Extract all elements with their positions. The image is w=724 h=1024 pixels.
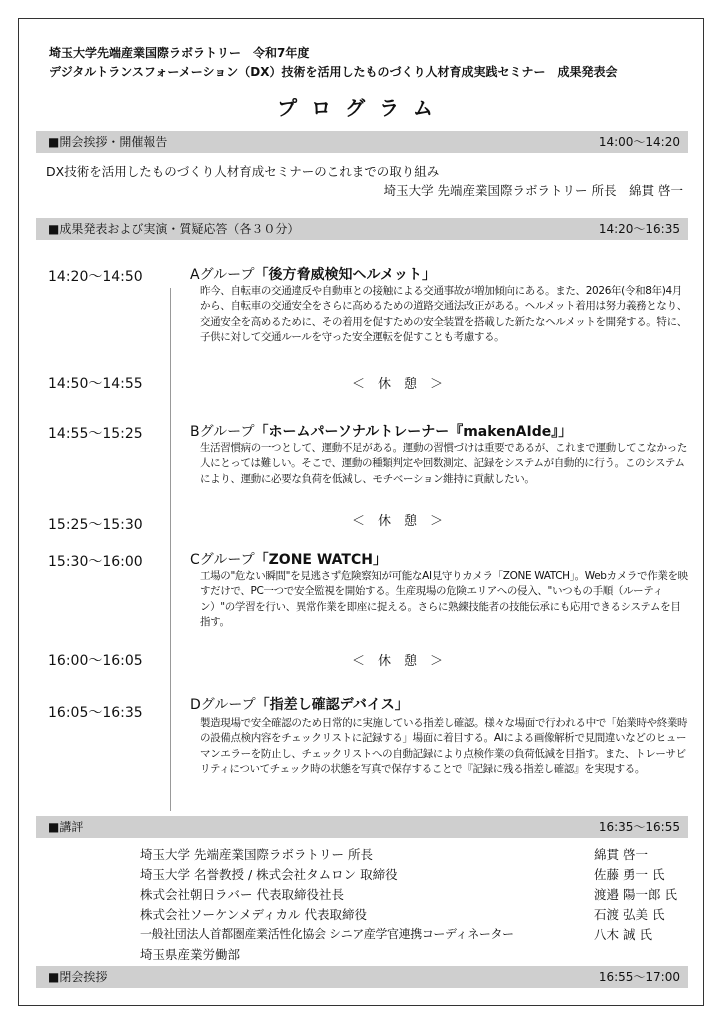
break-time: 16:00〜16:05 — [48, 653, 143, 669]
reviewer-name: 渡邉 陽一郎 氏 — [594, 887, 677, 902]
reviewer-name: 石渡 弘美 氏 — [594, 907, 665, 922]
section-label: ■閉会挨拶 — [48, 970, 108, 984]
opening-topic: DX技術を活用したものづくり人材育成セミナーのこれまでの取り組み — [46, 164, 440, 179]
page-title: プログラム — [277, 96, 447, 120]
group-letter: Dグループ — [190, 697, 256, 713]
section-time: 16:55〜17:00 — [598, 970, 680, 984]
reviewer-name: 綿貫 啓一 — [594, 847, 648, 862]
break-time: 14:50〜14:55 — [48, 376, 143, 392]
section-time: 14:00〜14:20 — [598, 135, 680, 149]
project-name: 「ホームパーソナルトレーナー『makenAIde』」 — [254, 424, 573, 440]
reviewer-org: 株式会社朝日ラバー 代表取締役社長 — [140, 887, 344, 902]
header-seminar-title: デジタルトランスフォーメーション（DX）技術を活用したものづくり人材育成実践セミナー 成果発表会 — [49, 65, 618, 79]
section-bar-opening — [36, 131, 688, 153]
section-label: ■成果発表および実演・質疑応答（各３０分） — [48, 222, 300, 236]
reviewer-name: 佐藤 勇一 氏 — [594, 867, 665, 882]
group-title — [190, 694, 409, 714]
break-label: ＜ 休 憩 ＞ — [352, 377, 444, 392]
session-time: 14:55〜15:25 — [48, 426, 143, 442]
session-time: 14:20〜14:50 — [48, 269, 143, 285]
group-title — [190, 549, 387, 569]
group-title — [190, 421, 572, 441]
group-letter: Cグループ — [190, 552, 255, 568]
session-time: 15:30〜16:00 — [48, 554, 143, 570]
section-bar-review — [36, 816, 688, 838]
section-label: ■開会挨拶・開催報告 — [48, 135, 168, 149]
project-name: 「指差し確認デバイス」 — [255, 697, 409, 713]
opening-speaker: 埼玉大学 先端産業国際ラボラトリー 所長 綿貫 啓一 — [383, 183, 683, 198]
project-description: 昨今、自転車の交通違反や自動車との接触による交通事故が増加傾向にある。また、2026年(令和8年)4月から、自転車の交通安全をさらに高めるための道路交通法改正がある。ヘルメット着用は努力義務となり、交通安全を高めるために、その着用を促すための安全装置を搭載した新たなヘルメットを開発する。特に、子供に対して交通ルールを守った安全運転を促すことも考慮する。 — [200, 285, 687, 343]
project-name: 「ZONE WATCH」 — [254, 552, 387, 568]
project-description: 製造現場で安全確認のため日常的に実施している指差し確認。様々な場面で行われる中で「始業時や終業時の設備点検内容をチェックリストに記録する」場面に着目する。AIによる画像解析で見間違いなどのヒューマンエラーを防止し、チェックリストへの自動記録により点検作業の負荷低減を目指す。また、トレーサビリティについてチェック時の状態を写真で保存することで『記録に残る指差し確認』を実現する。 — [200, 717, 688, 775]
project-name: 「後方脅威検知ヘルメット」 — [254, 267, 437, 283]
section-time: 16:35〜16:55 — [598, 820, 680, 834]
reviewer-org: 株式会社ソーケンメディカル 代表取締役 — [140, 907, 367, 922]
reviewer-org: 埼玉大学 先端産業国際ラボラトリー 所長 — [140, 847, 373, 862]
section-time: 14:20〜16:35 — [598, 222, 680, 236]
group-letter: Aグループ — [190, 267, 255, 283]
reviewer-name: 八木 誠 氏 — [594, 927, 652, 942]
group-title — [190, 264, 436, 284]
project-description: 工場の"危ない瞬間"を見逃さず危険察知が可能なAI見守りカメラ「ZONE WATCH」。Webカメラで作業を映すだけで、PC一つで安全監視を開始する。生産現場の危険エリアへの侵入、"いつもの手順（ルーティン）"の学習を行い、異常作業を即座に捉える。さらに熟練技能者の技能伝承にも応用できるシステムを目指す。 — [200, 570, 688, 628]
reviewer-org: 一般社団法人首都圏産業活性化協会 シニア産学官連携コーディネーター — [140, 927, 514, 941]
break-label: ＜ 休 憩 ＞ — [352, 654, 444, 669]
timeline-line — [170, 288, 171, 811]
project-description: 生活習慣病の一つとして、運動不足がある。運動の習慣づけは重要であるが、これまで運動してこなかった人にとっては難しい。そこで、運動の種類判定や回数測定、記録をシステムが自動的に行う。このシステムにより、運動に必要な負荷を低減し、モチベーション維持に貢献したい。 — [200, 442, 687, 485]
group-letter: Bグループ — [190, 424, 255, 440]
reviewer-org: 埼玉大学 名誉教授 / 株式会社タムロン 取締役 — [140, 867, 398, 882]
session-time: 16:05〜16:35 — [48, 705, 143, 721]
break-time: 15:25〜15:30 — [48, 517, 143, 533]
section-label: ■講評 — [48, 820, 84, 834]
section-bar-closing — [36, 966, 688, 988]
break-label: ＜ 休 憩 ＞ — [352, 514, 444, 529]
reviewer-org: 埼玉県産業労働部 — [140, 947, 241, 962]
header-org: 埼玉大学先端産業国際ラボラトリー 令和7年度 — [49, 46, 310, 60]
section-bar-presentations — [36, 218, 688, 240]
